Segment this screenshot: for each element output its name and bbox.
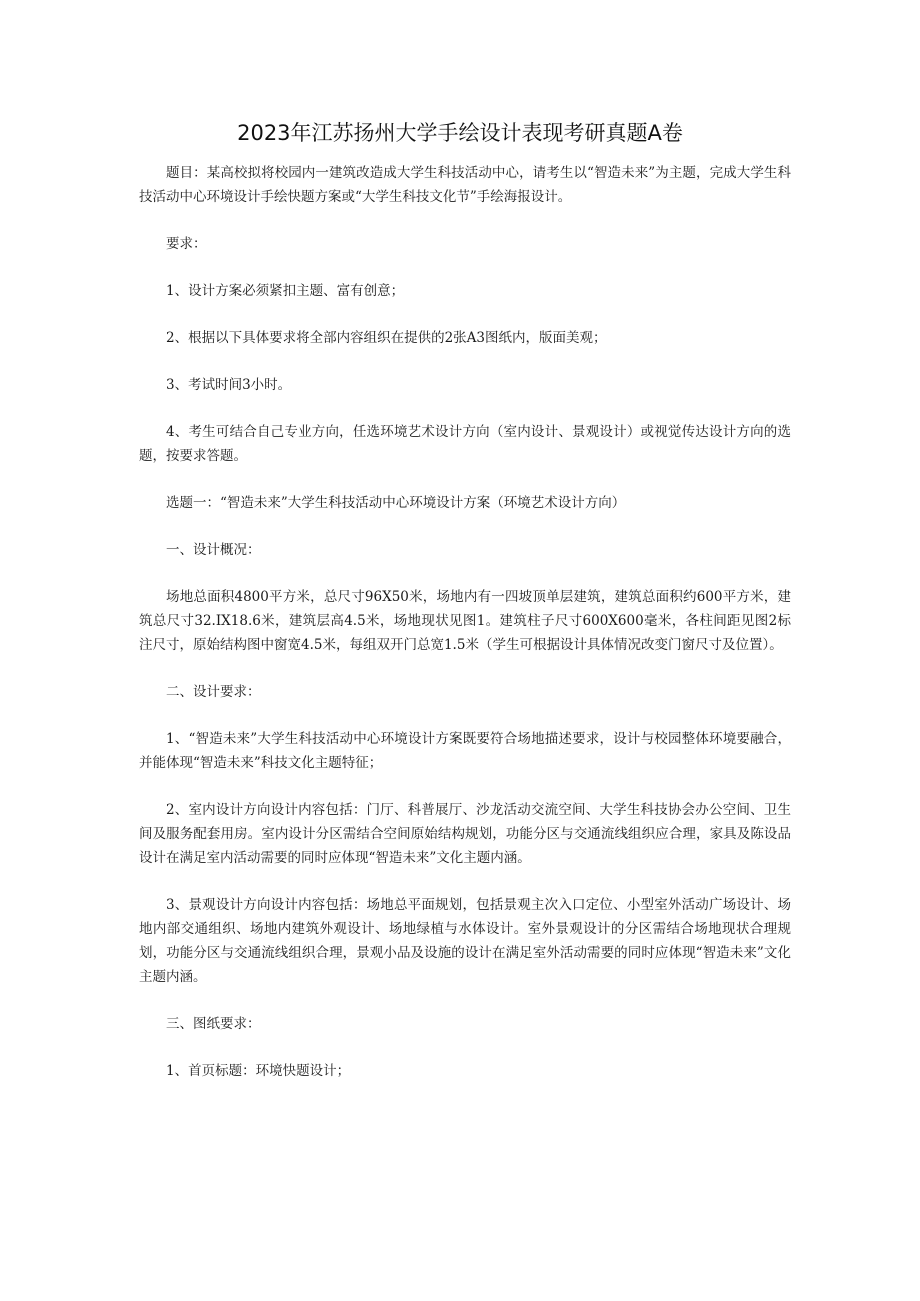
paragraph-requirement-1: 1、设计方案必须紧扣主题、富有创意； (166, 283, 405, 299)
paragraph-prompt: 题目：某高校拟将校园内一建筑改造成大学生科技活动中心，请考生以“智造未来”为主题，完成大学生科技活动中心环境设计手绘快题方案或“大学生科技文化节”手绘海报设计。 (139, 165, 791, 205)
paragraph-design-requirement-2: 2、室内设计方向设计内容包括：门厅、科普展厅、沙龙活动交流空间、大学生科技协会办公空间、卫生间及服务配套用房。室内设计分区需结合空间原始结构规划，功能分区与交通流线组织应合理，家具及陈设品设计在满足室内活动需要的同时应体现“智造未来”文化主题内涵。 (139, 802, 791, 866)
paragraph-requirement-4: 4、考生可结合自己专业方向，任选环境艺术设计方向（室内设计、景观设计）或视觉传达设计方向的选题，按要求答题。 (139, 424, 791, 464)
paragraph-site-overview: 场地总面积4800平方米，总尺寸96X50米，场地内有一四坡顶单层建筑，建筑总面积约600平方米，建筑总尺寸32.IX18.6米，建筑层高4.5米，场地现状见图1。建筑柱子尺寸600X600毫米，各柱间距见图2标注尺寸，原始结构图中窗宽4.5米，每组双开门总宽1.5米（学生可根据设计具体情况改变门窗尺寸及位置）。 (139, 589, 791, 653)
paragraph-design-requirement-3: 3、景观设计方向设计内容包括：场地总平面规划，包括景观主次入口定位、小型室外活动广场设计、场地内部交通组织、场地内建筑外观设计、场地绿植与水体设计。室外景观设计的分区需结合场地现状合理规划，功能分区与交通流线组织合理，景观小品及设施的设计在满足室外活动需要的同时应体现“智造未来”文化主题内涵。 (139, 897, 791, 985)
paragraph-requirements-heading: 要求： (166, 236, 207, 252)
page-title: 2023年江苏扬州大学手绘设计表现考研真题A卷 (237, 121, 683, 145)
paragraph-section-2-heading: 二、设计要求： (166, 684, 261, 700)
paragraph-topic-one: 选题一：“智造未来”大学生科技活动中心环境设计方案（环境艺术设计方向） (166, 495, 626, 511)
paragraph-requirement-3: 3、考试时间3小时。 (166, 377, 292, 393)
paragraph-drawing-requirement-1: 1、首页标题：环境快题设计； (166, 1063, 351, 1079)
paragraph-design-requirement-1: 1、“智造未来”大学生科技活动中心环境设计方案既要符合场地描述要求，设计与校园整体环境要融合，并能体现“智造未来”科技文化主题特征； (139, 731, 791, 771)
paragraph-section-1-heading: 一、设计概况： (166, 542, 261, 558)
document-body (139, 161, 791, 1106)
paragraph-requirement-2: 2、根据以下具体要求将全部内容组织在提供的2张A3图纸内，版面美观； (166, 330, 607, 346)
paragraph-section-3-heading: 三、图纸要求： (166, 1016, 261, 1032)
